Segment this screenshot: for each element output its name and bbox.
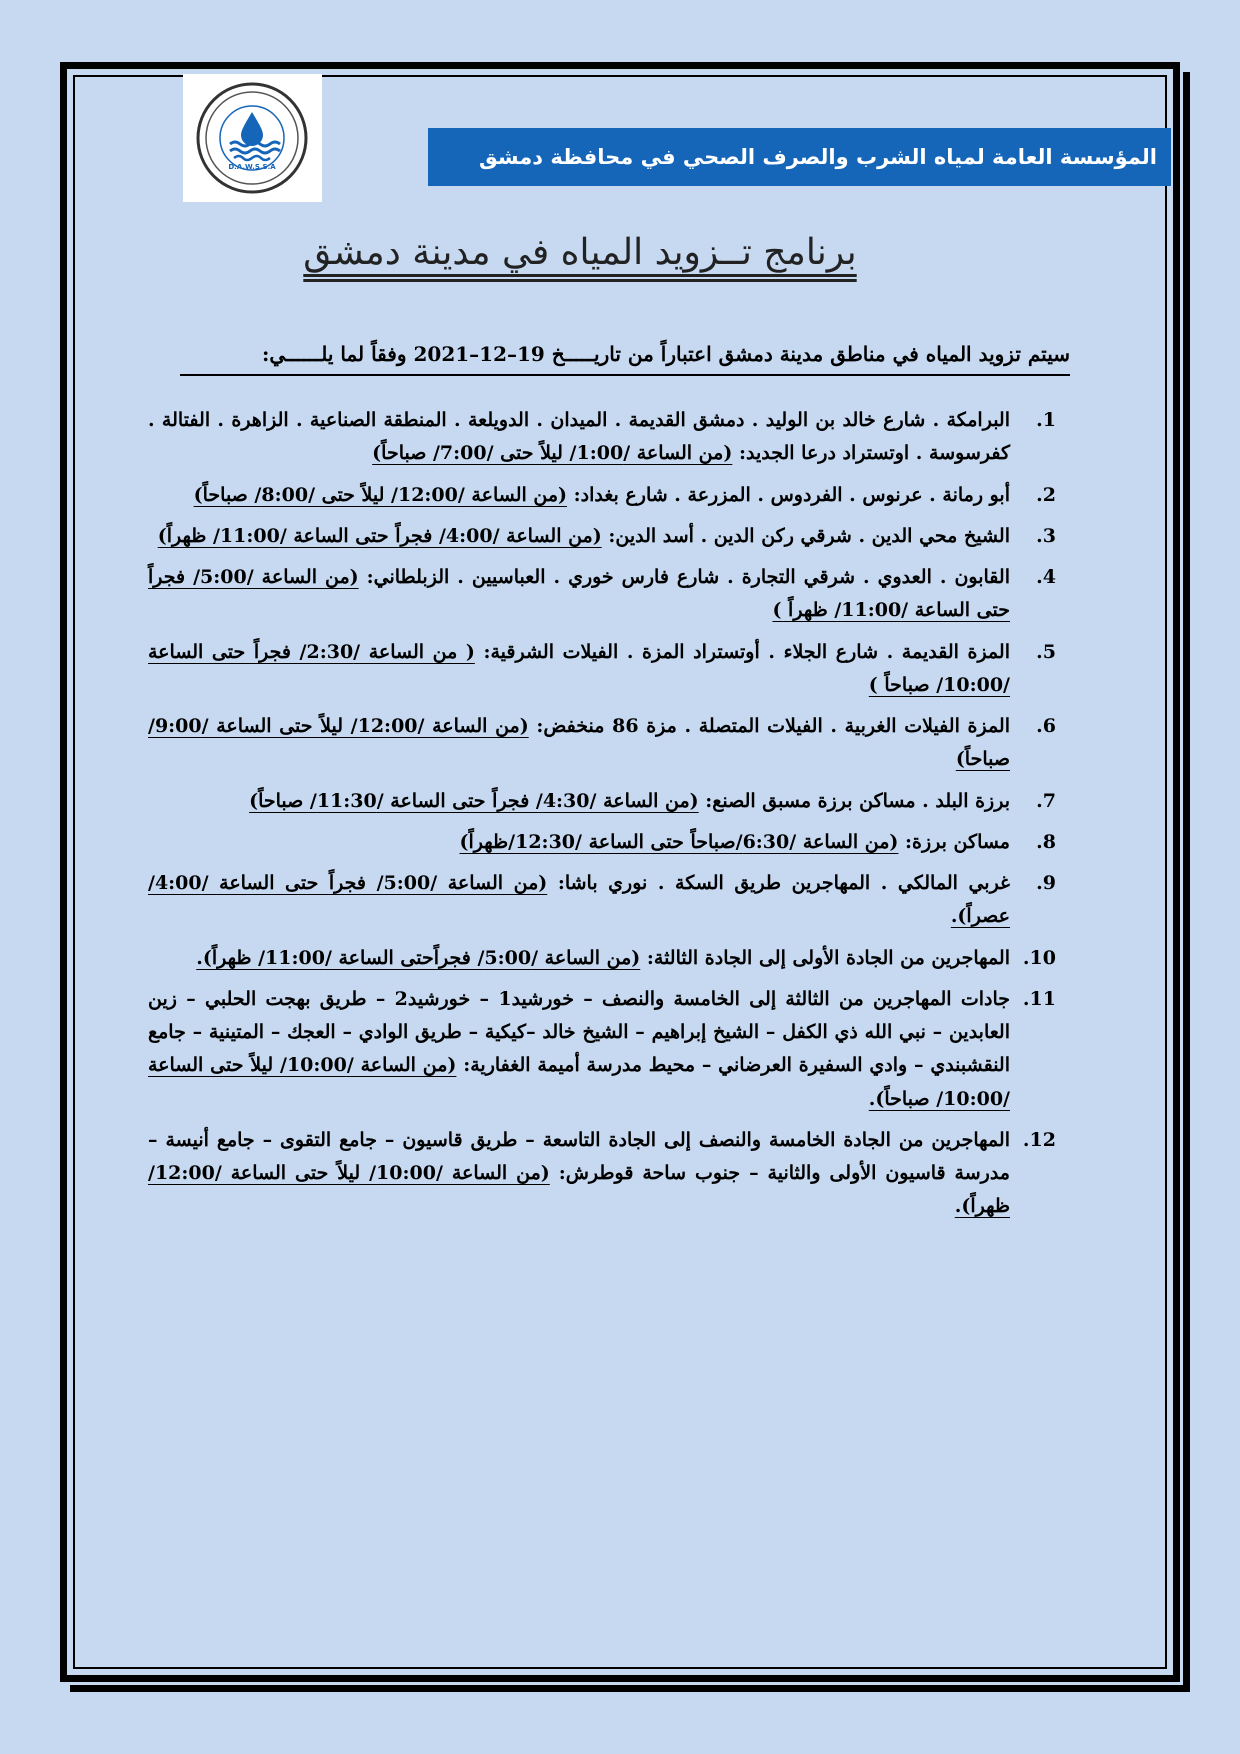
schedule-item — [148, 520, 1056, 553]
item-supply-time: ( من الساعة /2:30/ فجراً حتى الساعة /10:00/ صباحاً ) — [148, 640, 1010, 696]
item-supply-time: (من الساعة /4:00/ فجراً حتى الساعة /11:00/ ظهراً) — [157, 524, 602, 547]
item-number: 6. — [1036, 715, 1056, 737]
organization-name: المؤسسة العامة لمياه الشرب والصرف الصحي في محافظة دمشق — [478, 145, 1157, 169]
item-number: 3. — [1036, 524, 1056, 547]
item-number: 2. — [1036, 483, 1056, 506]
item-supply-time: (من الساعة /10:00/ ليلاً حتى الساعة /10:00/ صباحاً). — [148, 1054, 1010, 1110]
item-areas: المهاجرين من الجادة الخامسة والنصف إلى الجادة التاسعة – طريق قاسيون – جامع التقوى – جامع أنيسة – مدرسة قاسيون الأولى والثانية – جنوب ساحة قوطرش: — [148, 1128, 1010, 1184]
item-number: 12. — [1022, 1128, 1056, 1151]
item-supply-time: (من الساعة /10:00/ ليلاً حتى الساعة /12:00/ ظهراً). — [148, 1162, 1010, 1218]
item-areas: أبو رمانة . عرنوس . الفردوس . المزرعة . شارع بغداد: — [573, 483, 1010, 506]
schedule-item — [148, 636, 1056, 703]
page-title — [300, 232, 860, 292]
schedule-item — [148, 785, 1056, 818]
item-areas: البرامكة . شارع خالد بن الوليد . دمشق القديمة . الميدان . الدويلعة . المنطقة الصناعية . الزاهرة . الفتالة . كفرسوسة . اوتستراد درعا الجديد: — [148, 409, 1010, 465]
item-supply-time: (من الساعة /5:00/ فجراً حتى الساعة /11:00/ ظهراً ) — [148, 566, 1010, 622]
schedule-item — [148, 826, 1056, 859]
item-number: 11. — [1022, 987, 1056, 1010]
schedule-item — [148, 404, 1056, 471]
item-areas: المهاجرين من الجادة الأولى إلى الجادة الثالثة: — [646, 946, 1010, 969]
item-areas: الشيخ محي الدين . شرقي ركن الدين . أسد الدين: — [608, 524, 1010, 547]
item-supply-time: (من الساعة /1:00/ ليلاً حتى /7:00/ صباحاً) — [372, 442, 733, 465]
item-supply-time: (من الساعة /6:30/صباحاً حتى الساعة /12:30/ظهراً) — [459, 830, 899, 853]
schedule-item — [148, 561, 1056, 628]
item-number: 4. — [1036, 566, 1056, 588]
organization-logo — [183, 74, 322, 202]
item-number: 1. — [1036, 409, 1056, 431]
item-number: 8. — [1036, 830, 1056, 853]
page-title-text: برنامج تــزويد المياه في مدينة دمشق — [303, 232, 857, 273]
item-areas: غربي المالكي . المهاجرين طريق السكة . نوري باشا: — [557, 872, 1010, 894]
schedule-item — [148, 479, 1056, 512]
item-supply-time: (من الساعة /5:00/ فجراًحتى الساعة /11:00/ ظهراً). — [196, 946, 641, 969]
schedule-list — [148, 404, 1056, 1232]
item-number: 9. — [1036, 872, 1056, 894]
item-number: 7. — [1036, 789, 1056, 812]
item-areas: المزة القديمة . شارع الجلاء . أوتستراد المزة . الفيلات الشرقية: — [483, 640, 1010, 663]
schedule-item — [148, 710, 1056, 777]
logo-emblem-icon — [183, 74, 322, 202]
item-supply-time: (من الساعة /12:00/ ليلاً حتى /8:00/ صباحاً) — [193, 483, 568, 506]
schedule-item — [148, 942, 1056, 975]
item-supply-time: (من الساعة /4:30/ فجراً حتى الساعة /11:30/ صباحاً) — [249, 789, 699, 812]
schedule-item — [148, 983, 1056, 1116]
svg-text:D.A.W.S.S.A: D.A.W.S.S.A — [228, 163, 276, 171]
schedule-item — [148, 867, 1056, 934]
item-areas: مساكن برزة: — [905, 830, 1010, 853]
schedule-item — [148, 1124, 1056, 1224]
organization-header — [428, 128, 1171, 186]
item-supply-time: (من الساعة /5:00/ فجراً حتى الساعة /4:00/ عصراً). — [148, 872, 1010, 928]
intro-text: سيتم تزويد المياه في مناطق مدينة دمشق اعتباراً من تاريـــــخ 19–12–2021 وفقاً لما يلــــــي: — [180, 342, 1070, 376]
item-supply-time: (من الساعة /12:00/ ليلاً حتى الساعة /9:00/ صباحاً) — [148, 715, 1010, 771]
item-number: 5. — [1036, 640, 1056, 663]
item-areas: القابون . العدوي . شرقي التجارة . شارع فارس خوري . العباسيين . الزبلطاني: — [366, 566, 1010, 588]
item-areas: جادات المهاجرين من الثالثة إلى الخامسة والنصف – خورشيد1 – خورشيد2 – طريق بهجت الحلبي – زين العابدين – نبي الله ذي الكفل – الشيخ إبراهيم – الشيخ خالد –كيكية – طريق الوادي – العجك – المتينية – جامع النقشبندي – وادي السفيرة العرضاني – محيط مدرسة أميمة الغفارية: — [148, 987, 1010, 1077]
item-areas: برزة البلد . مساكن برزة مسبق الصنع: — [705, 789, 1010, 812]
item-areas: المزة الفيلات الغربية . الفيلات المتصلة . مزة 86 منخفض: — [536, 715, 1010, 737]
item-number: 10. — [1022, 946, 1056, 969]
